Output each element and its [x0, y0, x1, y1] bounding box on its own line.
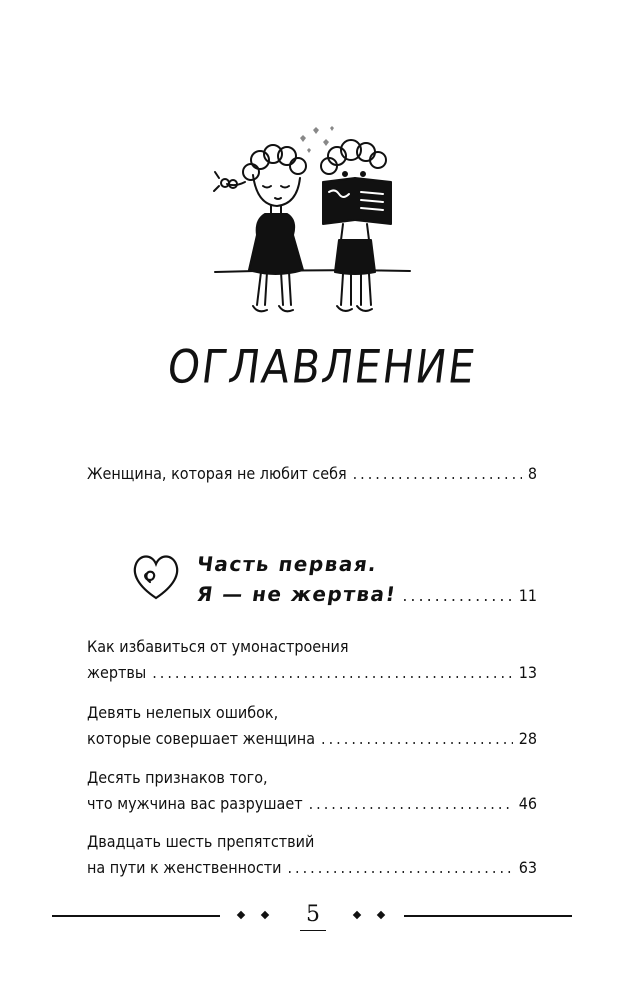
heart-doodle-icon: [130, 552, 182, 602]
toc-entry[interactable]: [87, 634, 537, 686]
part-heading[interactable]: [197, 549, 537, 609]
toc-entry[interactable]: [87, 461, 537, 487]
dot-leader: [402, 581, 512, 611]
toc-entry-title: Девять нелепых ошибок,: [87, 703, 279, 722]
toc-entry[interactable]: [87, 700, 537, 752]
dot-leader: [353, 461, 522, 487]
toc-entry-title-cont: жертвы: [87, 663, 147, 682]
diamond-icon: [237, 911, 245, 919]
page-title: ОГЛАВЛЕНИЕ: [164, 340, 480, 394]
toc-entry-page: 13: [518, 663, 537, 682]
toc-entry-title-cont: что мужчина вас разрушает: [87, 794, 303, 813]
toc-entry-title-cont: на пути к женственности: [87, 858, 282, 877]
footer-rule-right: [404, 915, 572, 917]
dot-leader: [321, 726, 513, 752]
part-title-line1: Часть первая.: [195, 552, 380, 576]
toc-entry-title: Женщина, которая не любит себя: [87, 464, 347, 483]
toc-entry-page: 28: [518, 729, 537, 748]
page-number: 5: [306, 902, 320, 927]
diamond-icon: [261, 911, 269, 919]
diamond-icon: [353, 911, 361, 919]
page-number-underline: [300, 930, 326, 931]
dot-leader: [309, 791, 513, 817]
dot-leader: [287, 855, 512, 881]
toc-entry-page: 63: [518, 858, 537, 877]
page-footer: [52, 902, 572, 932]
toc-entry-title: Десять признаков того,: [87, 768, 268, 787]
toc-entry-page: 8: [527, 464, 537, 483]
diamond-icon: [377, 911, 385, 919]
part-title-line2: Я — не жертва!: [195, 582, 399, 606]
toc-entry-page: 46: [518, 794, 537, 813]
toc-entry-title-cont: которые совершает женщина: [87, 729, 316, 748]
toc-entry[interactable]: [87, 765, 537, 817]
toc-entry-title: Как избавиться от умонастроения: [87, 637, 349, 656]
part-page: 11: [518, 586, 537, 605]
two-girls-reading-illustration: [205, 120, 435, 340]
toc-entry-title: Двадцать шесть препятствий: [87, 832, 315, 851]
toc-entry[interactable]: [87, 829, 537, 881]
footer-rule-left: [52, 915, 220, 917]
dot-leader: [152, 660, 512, 686]
